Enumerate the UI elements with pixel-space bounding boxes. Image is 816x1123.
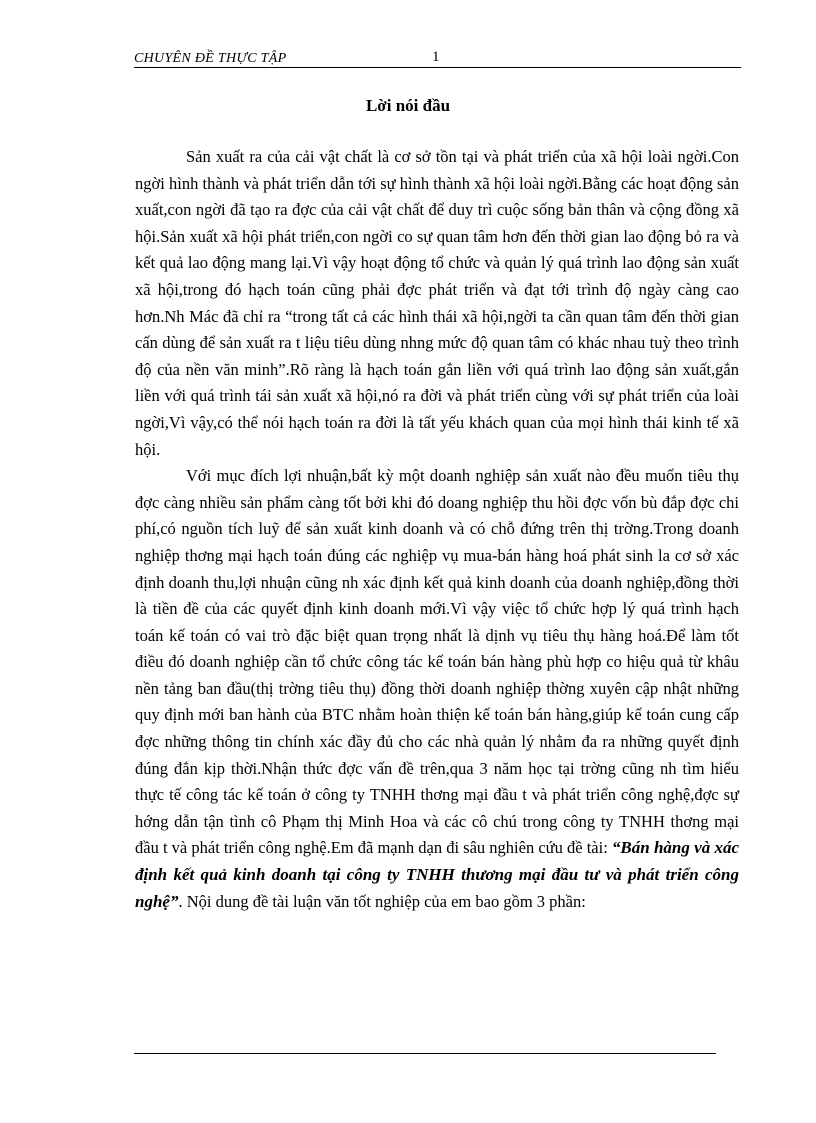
footer-rule — [134, 1053, 716, 1054]
page-number: 1 — [432, 49, 440, 65]
paragraph-2-tail: . Nội dung đề tài luận văn tốt nghiệp của em bao gồm 3 phần: — [178, 891, 586, 911]
section-title: Lời nói đầu — [365, 96, 451, 115]
page-header — [134, 49, 741, 68]
body-text — [135, 144, 739, 915]
paragraph-2-text: Với mục đích lợi nhuận,bất kỳ một doanh nghiệp sản xuất nào đều muốn tiêu thụ đợc càng nhiều sản phẩm càng tốt bởi khi đó doang nghiệp thu hồi đợc vốn bù đắp đợc chi phí,có nguồn tích luỹ để sản xuất kinh doanh và có chỗ đứng trên thị trờng.Trong doanh nghiệp thơng mại hạch toán đúng các nghiệp vụ mua-bán hàng hoá phát sinh la cơ sở xác định doanh thu,lợi nhuận cũng nh xác định kết quả kinh doanh của doanh nghiệp,đồng thời là tiền đề của các quyết định kinh doanh mới.Vì vậy việc tổ chức hợp lý quá trình hạch toán kế toán có vai trò đặc biệt quan trọng nhất là dịnh vụ tiêu thụ hàng hoá.Để làm tốt điều đó doanh nghiệp cần tổ chức công tác kế toán bán hàng phù hợp co hiệu quả từ khâu nền tảng ban đầu(thị trờng tiêu thụ) đồng thời doanh nghiệp thờng xuyên cập nhật những quy định mới ban hành của BTC nhằm hoàn thiện kế toán bán hàng,giúp kế toán cung cấp đợc những thông tin chính xác đầy đủ cho các nhà quản lý nhằm đa ra những quyết định đúng đắn kịp thời.Nhận thức đợc vấn đề trên,qua 3 năm học tại trờng cũng nh tìm hiểu thực tế công tác kế toán ở công ty TNHH thơng mại đầu t và phát triển công nghệ,đợc sự hớng dẫn tận tình cô Phạm thị Minh Hoa và các cô chú trong công ty TNHH thơng mại đầu t và phát triển công nghệ.Em đã mạnh dạn đi sâu nghiên cứu đề tài: — [135, 466, 739, 858]
thesis-topic-emphasis: “Bán hàng và xác định kết quả kinh doanh tại công ty TNHH thương mại đầu tư và phát triển công nghệ” — [135, 838, 739, 911]
paragraph-2 — [135, 463, 739, 915]
paragraph-1: Sản xuất ra của cải vật chất là cơ sở tồn tại và phát triển của xã hội loài ngời.Con ngời hình thành và phát triển dẫn tới sự hình thành xã hội loài ngời.Bằng các hoạt động sản xuất,con ngời đã tạo ra đợc của cải vật chất để duy trì cuộc sống bản thân và cộng đồng xã hội.Sản xuất xã hội phát triển,con ngời co sự quan tâm hơn đến thời gian lao động bỏ ra và kết quả lao động mang lại.Vì vậy hoạt động tổ chức và quản lý quá trình lao động sản xuất xã hội,trong đó hạch toán cũng phải đợc phát triển và đạt tới trình độ ngày càng cao hơn.Nh Mác đã chỉ ra “trong tất cả các hình thái xã hội,ngời ta cần quan tâm đến thời gian cấn dùng để sản xuất ra t liệu tiêu dùng nhng mức độ quan tâm có khác nhau tuỳ theo trình độ của nền văn minh”.Rõ ràng là hạch toán gắn liền với quá trình lao động sản xuất,gắn liền với quá trình tái sản xuất xã hội,nó ra đời và phát triển cùng với sự phát triển của loài ngời,Vì vậy,có thể nói hạch toán ra đời là tất yếu khách quan của mọi hình thái kinh tế xã hội. — [135, 147, 739, 459]
header-title: CHUYÊN ĐỀ THỰC TẬP — [134, 51, 287, 66]
